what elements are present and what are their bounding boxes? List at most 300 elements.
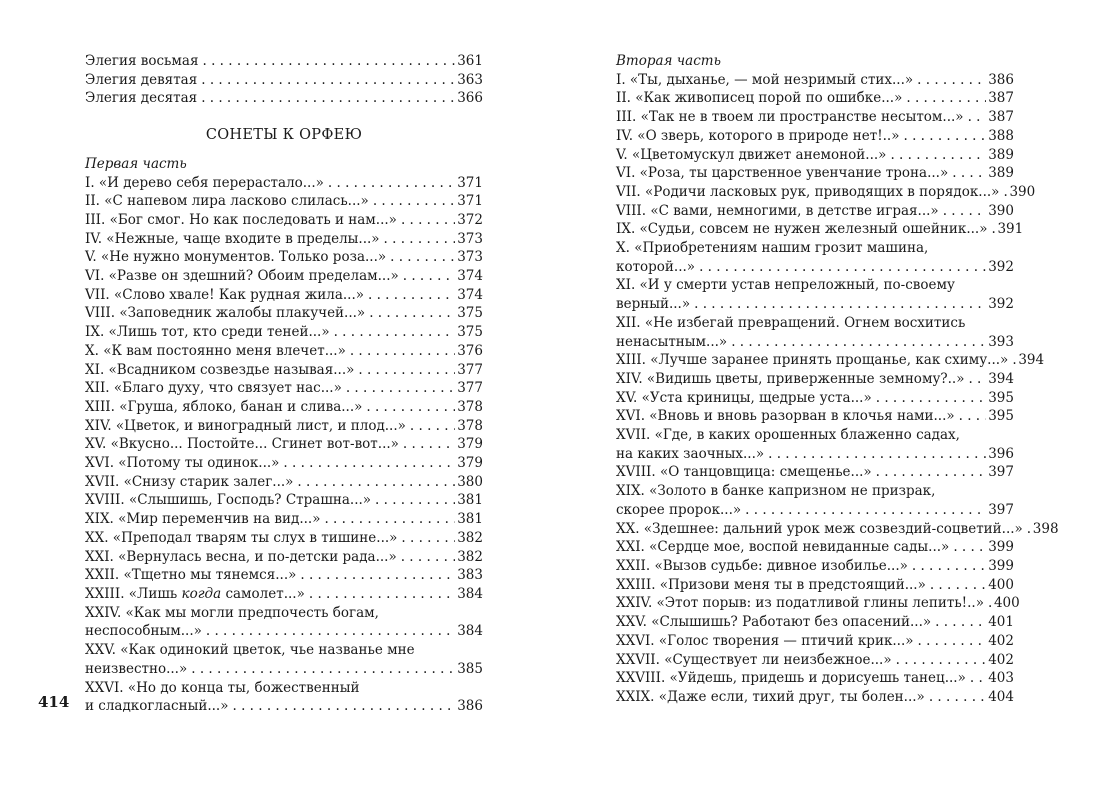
toc-entry	[85, 361, 483, 380]
toc-entry-title: XIV. «Видишь цветы, приверженные земному?..»	[616, 370, 965, 387]
dot-leader	[1027, 520, 1031, 539]
toc-entry-title: V. «Цветомускул движет анемоной...»	[616, 146, 887, 163]
toc-entry-page: 388	[988, 127, 1014, 144]
toc-entry-row	[616, 688, 1014, 707]
toc-entry	[85, 398, 483, 417]
toc-entry	[616, 594, 1020, 613]
toc-entry-title: которой...»	[616, 258, 696, 275]
toc-entry-row	[616, 520, 1059, 539]
toc-entry-row	[616, 538, 1014, 557]
toc-entry-title-part: XXIII. «Лишь	[85, 585, 182, 602]
toc-entry	[616, 463, 1014, 482]
dot-leader	[358, 361, 455, 380]
dot-leader	[375, 491, 455, 510]
toc-entry-title: XXIV. «Этот порыв: из податливой глины лепить!..»	[616, 595, 984, 612]
toc-entry-row	[616, 108, 1014, 127]
toc-entry-title-line: XII. «Не избегай превращений. Огнем восхитись	[616, 314, 966, 331]
toc-entry-row	[616, 351, 1045, 370]
toc-entry-title: XXI. «Сердце мое, воспой невиданные сады...»	[616, 539, 950, 556]
toc-entry-title: X. «К вам постоянно меня влечет...»	[85, 342, 346, 359]
toc-entry	[85, 89, 483, 108]
toc-entry	[616, 632, 1014, 651]
toc-entry-row	[85, 435, 483, 454]
toc-entry-row	[85, 454, 483, 473]
toc-entry	[616, 89, 1014, 108]
toc-entry-title: IX. «Судьи, совсем не нужен железный ошейник...»	[616, 221, 988, 238]
left-column	[85, 52, 483, 716]
toc-entry-row	[616, 295, 1014, 314]
toc-entry-row	[616, 557, 1014, 576]
toc-entry-title-emphasis: когда	[181, 585, 222, 602]
dot-leader	[745, 501, 986, 520]
toc-entry-row	[85, 697, 483, 716]
toc-entry-title-line: XXVI. «Но до конца ты, божественный	[85, 679, 360, 696]
toc-entry-row	[85, 566, 483, 585]
dot-leader	[201, 71, 455, 90]
toc-entry-page: 371	[457, 174, 483, 191]
toc-entry	[85, 454, 483, 473]
dot-leader	[904, 127, 987, 146]
dot-leader	[694, 295, 986, 314]
toc-entry-title: I. «Ты, дыханье, — мой незримый стих...»	[616, 71, 914, 88]
toc-entry	[616, 127, 1014, 146]
toc-entry-title: VII. «Слово хвале! Как рудная жила...»	[85, 286, 365, 303]
toc-entry-title-line: XXIV. «Как мы могли предпочесть богам,	[85, 604, 379, 621]
toc-entry-row	[85, 361, 483, 380]
toc-entry-title-line: XI. «И у смерти устав непреложный, по-своему	[616, 277, 955, 294]
toc-entry-page: 371	[457, 193, 483, 210]
toc-entry-row	[85, 211, 483, 230]
dot-leader	[968, 370, 986, 389]
toc-entry	[85, 71, 483, 90]
toc-entry-title: XIII. «Груша, яблоко, банан и слива...»	[85, 398, 363, 415]
section-title: СОНЕТЫ К ОРФЕЮ	[205, 127, 363, 144]
toc-entry-title: неспособным...»	[85, 623, 202, 640]
toc-entry-page: 380	[457, 473, 483, 490]
toc-entry	[616, 276, 1014, 313]
toc-entry-row	[85, 267, 483, 286]
dot-leader	[309, 585, 455, 604]
toc-entry-row	[616, 146, 1014, 165]
toc-entry-page: 394	[1018, 352, 1045, 369]
toc-entry-page: 395	[988, 408, 1014, 425]
toc-entry-title: VI. «Роза, ты царственное увенчание трона...»	[616, 165, 949, 182]
toc-entry	[85, 417, 483, 436]
toc-entry-title: XXIII. «Призови меня ты в предстоящий...»	[616, 576, 926, 593]
toc-entry-title: XX. «Здешнее: дальний урок меж созвездий-соцветий...»	[616, 520, 1023, 537]
dot-leader	[202, 52, 455, 71]
toc-entry-title: Элегия девятая	[85, 71, 198, 88]
toc-entry-title: III. «Так не в твоем ли пространстве несытом...»	[616, 109, 964, 126]
dot-leader	[929, 688, 986, 707]
toc-entry	[85, 548, 483, 567]
toc-entry-row	[85, 548, 483, 567]
toc-entry-row	[85, 304, 483, 323]
toc-entry-title: VIII. «Заповедник жалобы плакучей...»	[85, 305, 366, 322]
toc-entry	[616, 613, 1014, 632]
toc-entry	[85, 248, 483, 267]
dot-leader	[991, 220, 995, 239]
toc-entry-page: 389	[988, 165, 1014, 182]
toc-entry-title: XVI. «Потому ты одинок...»	[85, 455, 280, 472]
toc-entry-title: XXIX. «Даже если, тихий друг, ты болен...»	[616, 688, 925, 705]
toc-entry-title: XI. «Всадником созвездье называя...»	[85, 361, 355, 378]
toc-entry-title: Элегия восьмая	[85, 53, 199, 69]
dot-leader	[334, 323, 456, 342]
toc-entry	[616, 576, 1014, 595]
toc-entry-title: II. «С напевом лира ласково слилась...»	[85, 193, 369, 210]
dot-leader	[373, 192, 455, 211]
toc-entry-title: XIX. «Мир переменчив на вид...»	[85, 511, 321, 528]
toc-entry	[85, 435, 483, 454]
toc-entry-page: 391	[997, 221, 1024, 238]
toc-entry-title: Элегия десятая	[85, 90, 198, 107]
toc-entry-row	[616, 89, 1014, 108]
toc-entry	[85, 211, 483, 230]
toc-entry-page: 401	[988, 614, 1014, 631]
toc-entry-page: 386	[988, 71, 1014, 88]
dot-leader	[952, 164, 986, 183]
toc-entry-page: 373	[457, 230, 483, 247]
dot-leader	[384, 230, 456, 249]
dot-leader	[368, 286, 455, 305]
toc-entry	[85, 566, 483, 585]
toc-entry-row	[616, 594, 1020, 613]
toc-entry-page: 377	[457, 380, 483, 397]
toc-entry-title: XXII. «Вызов судьбе: дивное изобилье...»	[616, 557, 908, 574]
toc-entry-title: III. «Бог смог. Но как последовать и нам...»	[85, 211, 397, 228]
toc-entry-page: 399	[988, 557, 1014, 574]
toc-entry-title: и сладкогласный...»	[85, 698, 229, 715]
dot-leader	[401, 529, 455, 548]
toc-entry-row	[85, 379, 483, 398]
toc-entry-title: IV. «О зверь, которого в природе нет!..»	[616, 127, 900, 144]
toc-entry-page: 381	[457, 492, 483, 509]
toc-entry-row	[85, 89, 483, 108]
part-heading-second: Вторая часть	[616, 53, 721, 69]
toc-entry-title: XXII. «Тщетно мы тянемся...»	[85, 567, 297, 584]
toc-entry-title: XXVII. «Существует ли неизбежное...»	[616, 651, 892, 668]
toc-entry	[616, 520, 1059, 539]
dot-leader	[390, 248, 455, 267]
dot-leader	[731, 333, 986, 352]
toc-entry-title: IX. «Лишь тот, кто среди теней...»	[85, 324, 330, 341]
toc-entry	[616, 164, 1014, 183]
toc-entry-row	[616, 632, 1014, 651]
toc-entry	[616, 146, 1014, 165]
toc-entry-page: 366	[457, 90, 483, 107]
toc-entry-row	[616, 669, 1014, 688]
dot-leader	[1012, 351, 1016, 370]
toc-entry-row	[85, 491, 483, 510]
dot-leader	[970, 669, 986, 688]
toc-entry-row	[616, 389, 1014, 408]
toc-entry	[85, 230, 483, 249]
dot-leader	[699, 258, 986, 277]
toc-entry-row	[85, 230, 483, 249]
toc-entry-row	[616, 463, 1014, 482]
toc-entry	[616, 370, 1014, 389]
toc-entry-title: ненасытным...»	[616, 333, 728, 350]
toc-entry-page: 385	[457, 660, 483, 677]
toc-entry-row	[616, 613, 1014, 632]
toc-entry-page: 397	[988, 464, 1014, 481]
toc-entry-title-line: XXV. «Как одинокий цветок, чье названье мне	[85, 642, 415, 659]
dot-leader	[297, 473, 455, 492]
toc-entry	[616, 351, 1045, 370]
dot-leader	[918, 632, 987, 651]
dot-leader	[912, 557, 986, 576]
toc-entry-page: 372	[457, 211, 483, 228]
toc-entry-title: XVII. «Снизу старик залег...»	[85, 473, 294, 490]
toc-entry-row	[616, 202, 1014, 221]
dot-leader	[328, 174, 455, 193]
toc-entry-page: 387	[988, 109, 1014, 126]
dot-leader	[410, 417, 455, 436]
dot-leader	[896, 651, 987, 670]
toc-entry-title: на каких заочных...»	[616, 445, 765, 462]
toc-entry-title: XXVIII. «Уйдешь, придешь и дорисуешь танец...»	[616, 670, 966, 687]
toc-entry-page: 387	[988, 90, 1014, 107]
toc-entry-page: 394	[988, 370, 1014, 387]
dot-leader	[206, 622, 455, 641]
dot-leader	[930, 576, 986, 595]
toc-entry-page: 377	[457, 361, 483, 378]
toc-entry-row	[85, 323, 483, 342]
toc-entry-page: 375	[457, 324, 483, 341]
elegies-list	[85, 52, 483, 108]
toc-entry-page: 392	[988, 258, 1014, 275]
toc-entry-title: XV. «Вкусно... Постойте... Сгинет вот-вот...»	[85, 436, 399, 453]
toc-entry-page: 390	[988, 202, 1014, 219]
toc-entry-title: XIII. «Лучше заранее принять прощанье, как схиму...»	[616, 352, 1009, 369]
toc-entry-page: 378	[457, 398, 483, 415]
toc-entry-row	[85, 660, 483, 679]
toc-entry-page: 363	[457, 71, 483, 88]
toc-entry-title: XXVI. «Голос творения — птичий крик...»	[616, 632, 914, 649]
dot-leader	[346, 379, 455, 398]
toc-entry-row	[85, 248, 483, 267]
toc-entry-row	[85, 192, 483, 211]
toc-entry-title: скорее пророк...»	[616, 501, 742, 518]
toc-entry-title: VIII. «С вами, немногими, в детстве играя...»	[616, 202, 939, 219]
dot-leader	[401, 548, 456, 567]
toc-entry	[85, 286, 483, 305]
toc-entry-page: 404	[988, 688, 1014, 705]
toc-entry-page: 378	[457, 417, 483, 434]
dot-leader	[283, 454, 455, 473]
toc-entry-title: XXI. «Вернулась весна, и по-детски рада...»	[85, 548, 397, 565]
toc-entry	[616, 183, 1036, 202]
toc-entry-row	[85, 473, 483, 492]
toc-entry	[85, 174, 483, 193]
toc-entry-row	[616, 183, 1036, 202]
toc-entry-title-line: XVII. «Где, в каких орошенных блаженно садах,	[616, 427, 960, 444]
dot-leader	[232, 697, 455, 716]
toc-entry-row	[616, 407, 1014, 426]
toc-entry-title: XIV. «Цветок, и виноградный лист, и плод...»	[85, 417, 406, 434]
toc-entry	[616, 426, 1014, 463]
dot-leader	[890, 146, 986, 165]
toc-entry-row	[616, 576, 1014, 595]
toc-entry-page: 389	[988, 146, 1014, 163]
toc-entry-row	[616, 258, 1014, 277]
dot-leader	[201, 89, 455, 108]
toc-entry-page: 383	[457, 567, 483, 584]
toc-entry-row	[85, 286, 483, 305]
toc-entry	[85, 379, 483, 398]
toc-entry-page: 398	[1032, 520, 1059, 537]
toc-entry	[616, 688, 1014, 707]
dot-leader	[324, 510, 455, 529]
toc-entry-row	[85, 585, 483, 604]
toc-entry-page: 382	[457, 548, 483, 565]
dot-leader	[876, 389, 986, 408]
toc-entry-row	[616, 127, 1014, 146]
toc-entry-page: 397	[988, 501, 1014, 518]
toc-entry-title	[85, 585, 305, 604]
toc-entry-row	[616, 445, 1014, 464]
toc-entry	[616, 389, 1014, 408]
dot-leader	[191, 660, 455, 679]
toc-entry	[616, 651, 1014, 670]
toc-entry	[85, 604, 483, 641]
toc-entry	[85, 641, 483, 678]
toc-entry-page: 393	[988, 333, 1014, 350]
toc-entry-page: 382	[457, 529, 483, 546]
toc-entry	[616, 538, 1014, 557]
right-column	[616, 52, 1059, 707]
dot-leader	[768, 445, 986, 464]
toc-entry	[85, 342, 483, 361]
toc-entry-title: IV. «Нежные, чаще входите в пределы...»	[85, 230, 380, 247]
dot-leader	[876, 463, 987, 482]
toc-entry-page: 392	[988, 296, 1014, 313]
toc-entry-row	[616, 651, 1014, 670]
toc-entry-page: 399	[988, 539, 1014, 556]
toc-entry-page: 374	[457, 268, 483, 285]
dot-leader	[403, 267, 455, 286]
dot-leader	[988, 594, 992, 613]
toc-entry-title: верный...»	[616, 296, 691, 313]
toc-entry-title: I. «И дерево себя перерастало...»	[85, 174, 324, 191]
toc-entry	[85, 491, 483, 510]
toc-entry-row	[616, 71, 1014, 90]
toc-entry-title: XV. «Уста криницы, щедрые уста...»	[616, 389, 872, 406]
dot-leader	[935, 613, 986, 632]
toc-entry-row	[616, 164, 1014, 183]
dot-leader	[953, 538, 986, 557]
toc-entry-row	[85, 398, 483, 417]
toc-entry	[616, 220, 1024, 239]
toc-entry	[616, 669, 1014, 688]
toc-entry-page: 400	[993, 595, 1020, 612]
toc-entry-row	[616, 220, 1024, 239]
toc-list-second-part	[616, 71, 1059, 707]
toc-entry-title: VII. «Родичи ласковых рук, приводящих в порядок...»	[616, 183, 1000, 200]
toc-entry-title: XXV. «Слышишь? Работают без опасений...»	[616, 614, 932, 631]
dot-leader	[401, 211, 455, 230]
toc-entry	[616, 202, 1014, 221]
toc-entry-row	[85, 342, 483, 361]
toc-entry	[85, 267, 483, 286]
toc-list-first-part	[85, 174, 483, 716]
toc-entry-title-part: самолет...»	[221, 585, 305, 602]
toc-entry-title-line: X. «Приобретениям нашим грозит машина,	[616, 240, 929, 257]
toc-entry	[616, 314, 1014, 351]
toc-entry-page: 396	[988, 445, 1014, 462]
page-number: 414	[38, 693, 70, 711]
toc-entry-page: 402	[988, 632, 1014, 649]
toc-entry	[85, 529, 483, 548]
dot-leader	[906, 89, 986, 108]
toc-entry-title: XX. «Преподал тварям ты слух в тишине...»	[85, 529, 398, 546]
toc-entry	[616, 108, 1014, 127]
toc-entry	[616, 407, 1014, 426]
toc-entry-page: 373	[457, 249, 483, 266]
toc-entry-page: 384	[457, 623, 483, 640]
toc-entry-page: 395	[988, 389, 1014, 406]
toc-entry-page: 386	[457, 698, 483, 715]
toc-entry-row	[85, 529, 483, 548]
toc-entry-title: XII. «Благо духу, что связует нас...»	[85, 380, 342, 397]
toc-entry-page: 381	[457, 511, 483, 528]
toc-entry-page: 375	[457, 305, 483, 322]
dot-leader	[959, 407, 987, 426]
dot-leader	[403, 435, 455, 454]
toc-entry	[616, 71, 1014, 90]
dot-leader	[968, 108, 987, 127]
dot-leader	[350, 342, 455, 361]
dot-leader	[369, 304, 455, 323]
toc-entry-page: 379	[457, 436, 483, 453]
part-heading-first: Первая часть	[85, 155, 187, 172]
toc-entry	[85, 473, 483, 492]
toc-entry	[85, 52, 483, 71]
toc-entry-row	[616, 333, 1014, 352]
toc-entry	[85, 510, 483, 529]
toc-entry-page: 390	[1009, 183, 1036, 200]
toc-entry-title: XVI. «Вновь и вновь разорван в клочья нами...»	[616, 408, 955, 425]
dot-leader	[943, 202, 987, 221]
toc-entry-title-line: XIX. «Золото в банке капризном не призрак,	[616, 483, 936, 500]
toc-entry-title: XVIII. «Слышишь, Господь? Страшна...»	[85, 492, 372, 509]
toc-entry-row	[85, 71, 483, 90]
toc-entry-title: V. «Не нужно монументов. Только роза...»	[85, 249, 387, 266]
toc-entry	[616, 557, 1014, 576]
toc-entry-page: 403	[988, 670, 1014, 687]
toc-entry-row	[85, 174, 483, 193]
toc-entry-title: XVIII. «О танцовщица: смещенье...»	[616, 464, 872, 481]
toc-entry-title: VI. «Разве он здешний? Обоим пределам...»	[85, 268, 399, 285]
toc-entry-row	[85, 510, 483, 529]
toc-entry	[616, 239, 1014, 276]
toc-entry-page: 361	[457, 53, 483, 69]
toc-entry-page: 384	[457, 585, 483, 602]
toc-entry-page: 379	[457, 455, 483, 472]
toc-entry-row	[85, 52, 483, 71]
toc-entry-row	[616, 501, 1014, 520]
toc-entry-title: II. «Как живописец порой по ошибке...»	[616, 90, 903, 107]
toc-entry-page: 400	[988, 576, 1014, 593]
toc-entry	[85, 323, 483, 342]
toc-entry-row	[85, 622, 483, 641]
toc-entry-row	[85, 417, 483, 436]
dot-leader	[917, 71, 986, 90]
dot-leader	[366, 398, 455, 417]
toc-entry-page: 374	[457, 286, 483, 303]
toc-entry-title: неизвестно...»	[85, 660, 188, 677]
